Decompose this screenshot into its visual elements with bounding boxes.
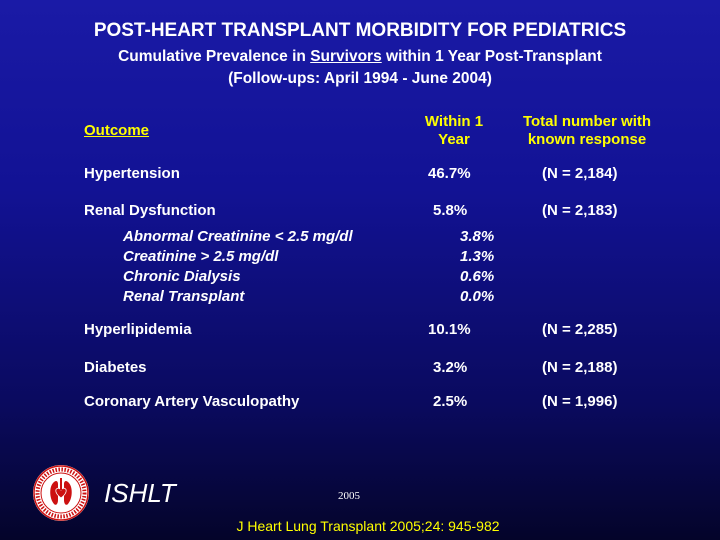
row-n: (N = 2,184) (542, 165, 618, 182)
footer-year: 2005 (338, 490, 360, 502)
row-percent: 3.2% (433, 359, 468, 376)
subrow-percent: 1.3% (460, 248, 495, 265)
subtitle-prefix: Cumulative Prevalence in (118, 48, 311, 65)
row-n: (N = 2,188) (542, 359, 618, 376)
subrow-label: Chronic Dialysis (123, 268, 241, 285)
header-outcome: Outcome (84, 122, 150, 139)
header-within-line2: Year (438, 131, 470, 148)
subtitle-suffix: within 1 Year Post-Transplant (381, 48, 602, 65)
header-total-line1: Total number with (522, 113, 652, 130)
slide-title: POST-HEART TRANSPLANT MORBIDITY FOR PEDIATRICS (93, 20, 627, 41)
row-percent: 10.1% (428, 321, 471, 338)
header-total-known (506, 113, 668, 149)
subrow-percent: 3.8% (460, 228, 495, 245)
row-percent: 46.7% (428, 165, 471, 182)
subrow-label: Creatinine > 2.5 mg/dl (123, 248, 279, 265)
row-n: (N = 2,285) (542, 321, 618, 338)
header-within-line1: Within 1 (424, 113, 484, 130)
row-outcome: Renal Dysfunction (84, 202, 216, 219)
row-outcome: Coronary Artery Vasculopathy (84, 393, 300, 410)
row-outcome: Hyperlipidemia (84, 321, 192, 338)
subtitle-underlined: Survivors (310, 48, 382, 65)
row-percent: 2.5% (433, 393, 468, 410)
subrow-label: Renal Transplant (123, 288, 245, 305)
header-within-year (418, 113, 490, 149)
subrow-percent: 0.0% (460, 288, 495, 305)
row-outcome: Hypertension (84, 165, 180, 182)
header-total-line2: known response (527, 131, 647, 148)
citation: J Heart Lung Transplant 2005;24: 945-982 (236, 518, 500, 534)
row-percent: 5.8% (433, 202, 468, 219)
row-n: (N = 1,996) (542, 393, 618, 410)
subtitle-followups: (Follow-ups: April 1994 - June 2004) (228, 70, 492, 87)
row-outcome: Diabetes (84, 359, 147, 376)
ishlt-seal-icon (32, 464, 90, 522)
subrow-label: Abnormal Creatinine < 2.5 mg/dl (123, 228, 353, 245)
subrow-percent: 0.6% (460, 268, 495, 285)
ishlt-label: ISHLT (104, 478, 176, 508)
row-n: (N = 2,183) (542, 202, 618, 219)
slide-subtitle (0, 48, 720, 66)
